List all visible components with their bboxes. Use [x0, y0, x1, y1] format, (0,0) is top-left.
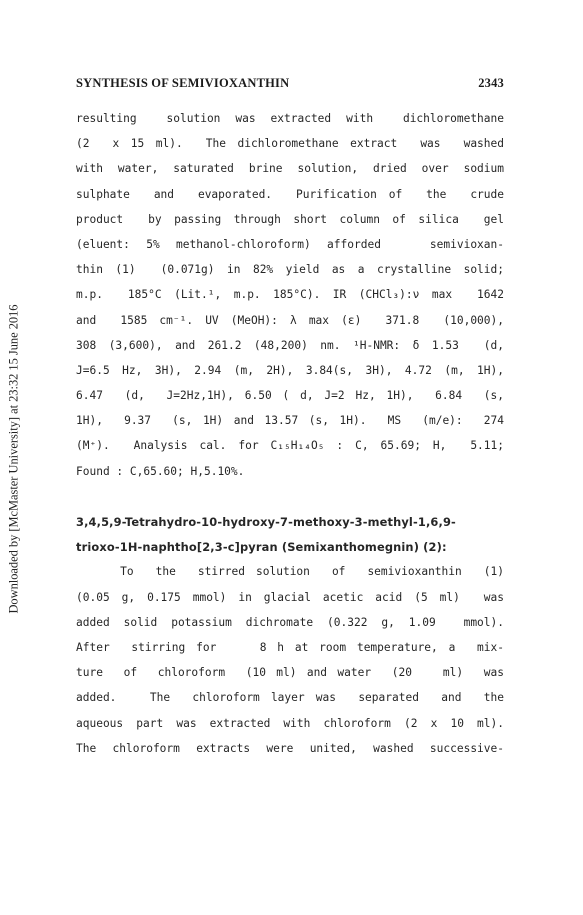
text-line: The chloroform extracts were united, washed successive- [76, 741, 504, 755]
text-line: aqueous part was extracted with chloroform (2 x 10 ml). [76, 716, 504, 730]
text-line: m.p. 185°C (Lit.¹, m.p. 185°C). IR (CHCl₃):ν max 1642 [76, 288, 504, 302]
compound-heading: 3,4,5,9-Tetrahydro-10-hydroxy-7-methoxy-3-methyl-1,6,9- [76, 515, 456, 529]
text-line: with water, saturated brine solution, dried over sodium [76, 162, 504, 176]
text-line: 308 (3,600), and 261.2 (48,200) nm. ¹H-NMR: δ 1.53 (d, [76, 338, 504, 352]
text-line: (0.05 g, 0.175 mmol) in glacial acetic acid (5 ml) was [76, 590, 504, 604]
text-line: 1H), 9.37 (s, 1H) and 13.57 (s, 1H). MS (m/e): 274 [76, 414, 504, 428]
download-notice-text: Downloaded by [McMaster University] at 23:32 15 June 2016 [6, 304, 21, 614]
text-line: thin (1) (0.071g) in 82% yield as a crystalline solid; [76, 263, 504, 277]
text-line: Found : C,65.60; H,5.10%. [76, 464, 245, 478]
text-line: and 1585 cm⁻¹. UV (MeOH): λ max (ε) 371.8 (10,000), [76, 313, 504, 327]
text-line: To the stirred solution of semivioxanthin (1) [76, 565, 504, 579]
text-line: product by passing through short column of silica gel [76, 212, 504, 226]
download-notice [3, 260, 25, 658]
running-header [76, 76, 504, 92]
text-line: 6.47 (d, J=2Hz,1H), 6.50 ( d, J=2 Hz, 1H), 6.84 (s, [76, 389, 504, 403]
compound-heading: trioxo-1H-naphtho[2,3-c]pyran (Semixanthomegnin) (2): [76, 540, 447, 555]
text-line: added solid potassium dichromate (0.322 g, 1.09 mmol). [76, 615, 504, 629]
text-line: (eluent: 5% methanol-chloroform) afforded semivioxan- [76, 237, 504, 251]
page-number: 2343 [478, 76, 504, 90]
text-line: J=6.5 Hz, 3H), 2.94 (m, 2H), 3.84(s, 3H), 4.72 (m, 1H), [76, 363, 504, 377]
text-line: resulting solution was extracted with dichloromethane [76, 112, 504, 125]
text-line: (2 x 15 ml). The dichloromethane extract was washed [76, 137, 504, 151]
text-line: added. The chloroform layer was separated and the [76, 691, 504, 705]
paragraph-gap [76, 488, 504, 513]
running-title: SYNTHESIS OF SEMIVIOXANTHIN [76, 76, 290, 90]
text-line: (M⁺). Analysis cal. for C₁₅H₁₄O₅ : C, 65.69; H, 5.11; [76, 439, 504, 453]
text-line: ture of chloroform (10 ml) and water (20 ml) was [76, 666, 504, 680]
text-line: sulphate and evaporated. Purification of the crude [76, 187, 504, 201]
text-line: After stirring for 8 h at room temperature, a mix- [76, 640, 504, 654]
body-text [76, 110, 504, 765]
